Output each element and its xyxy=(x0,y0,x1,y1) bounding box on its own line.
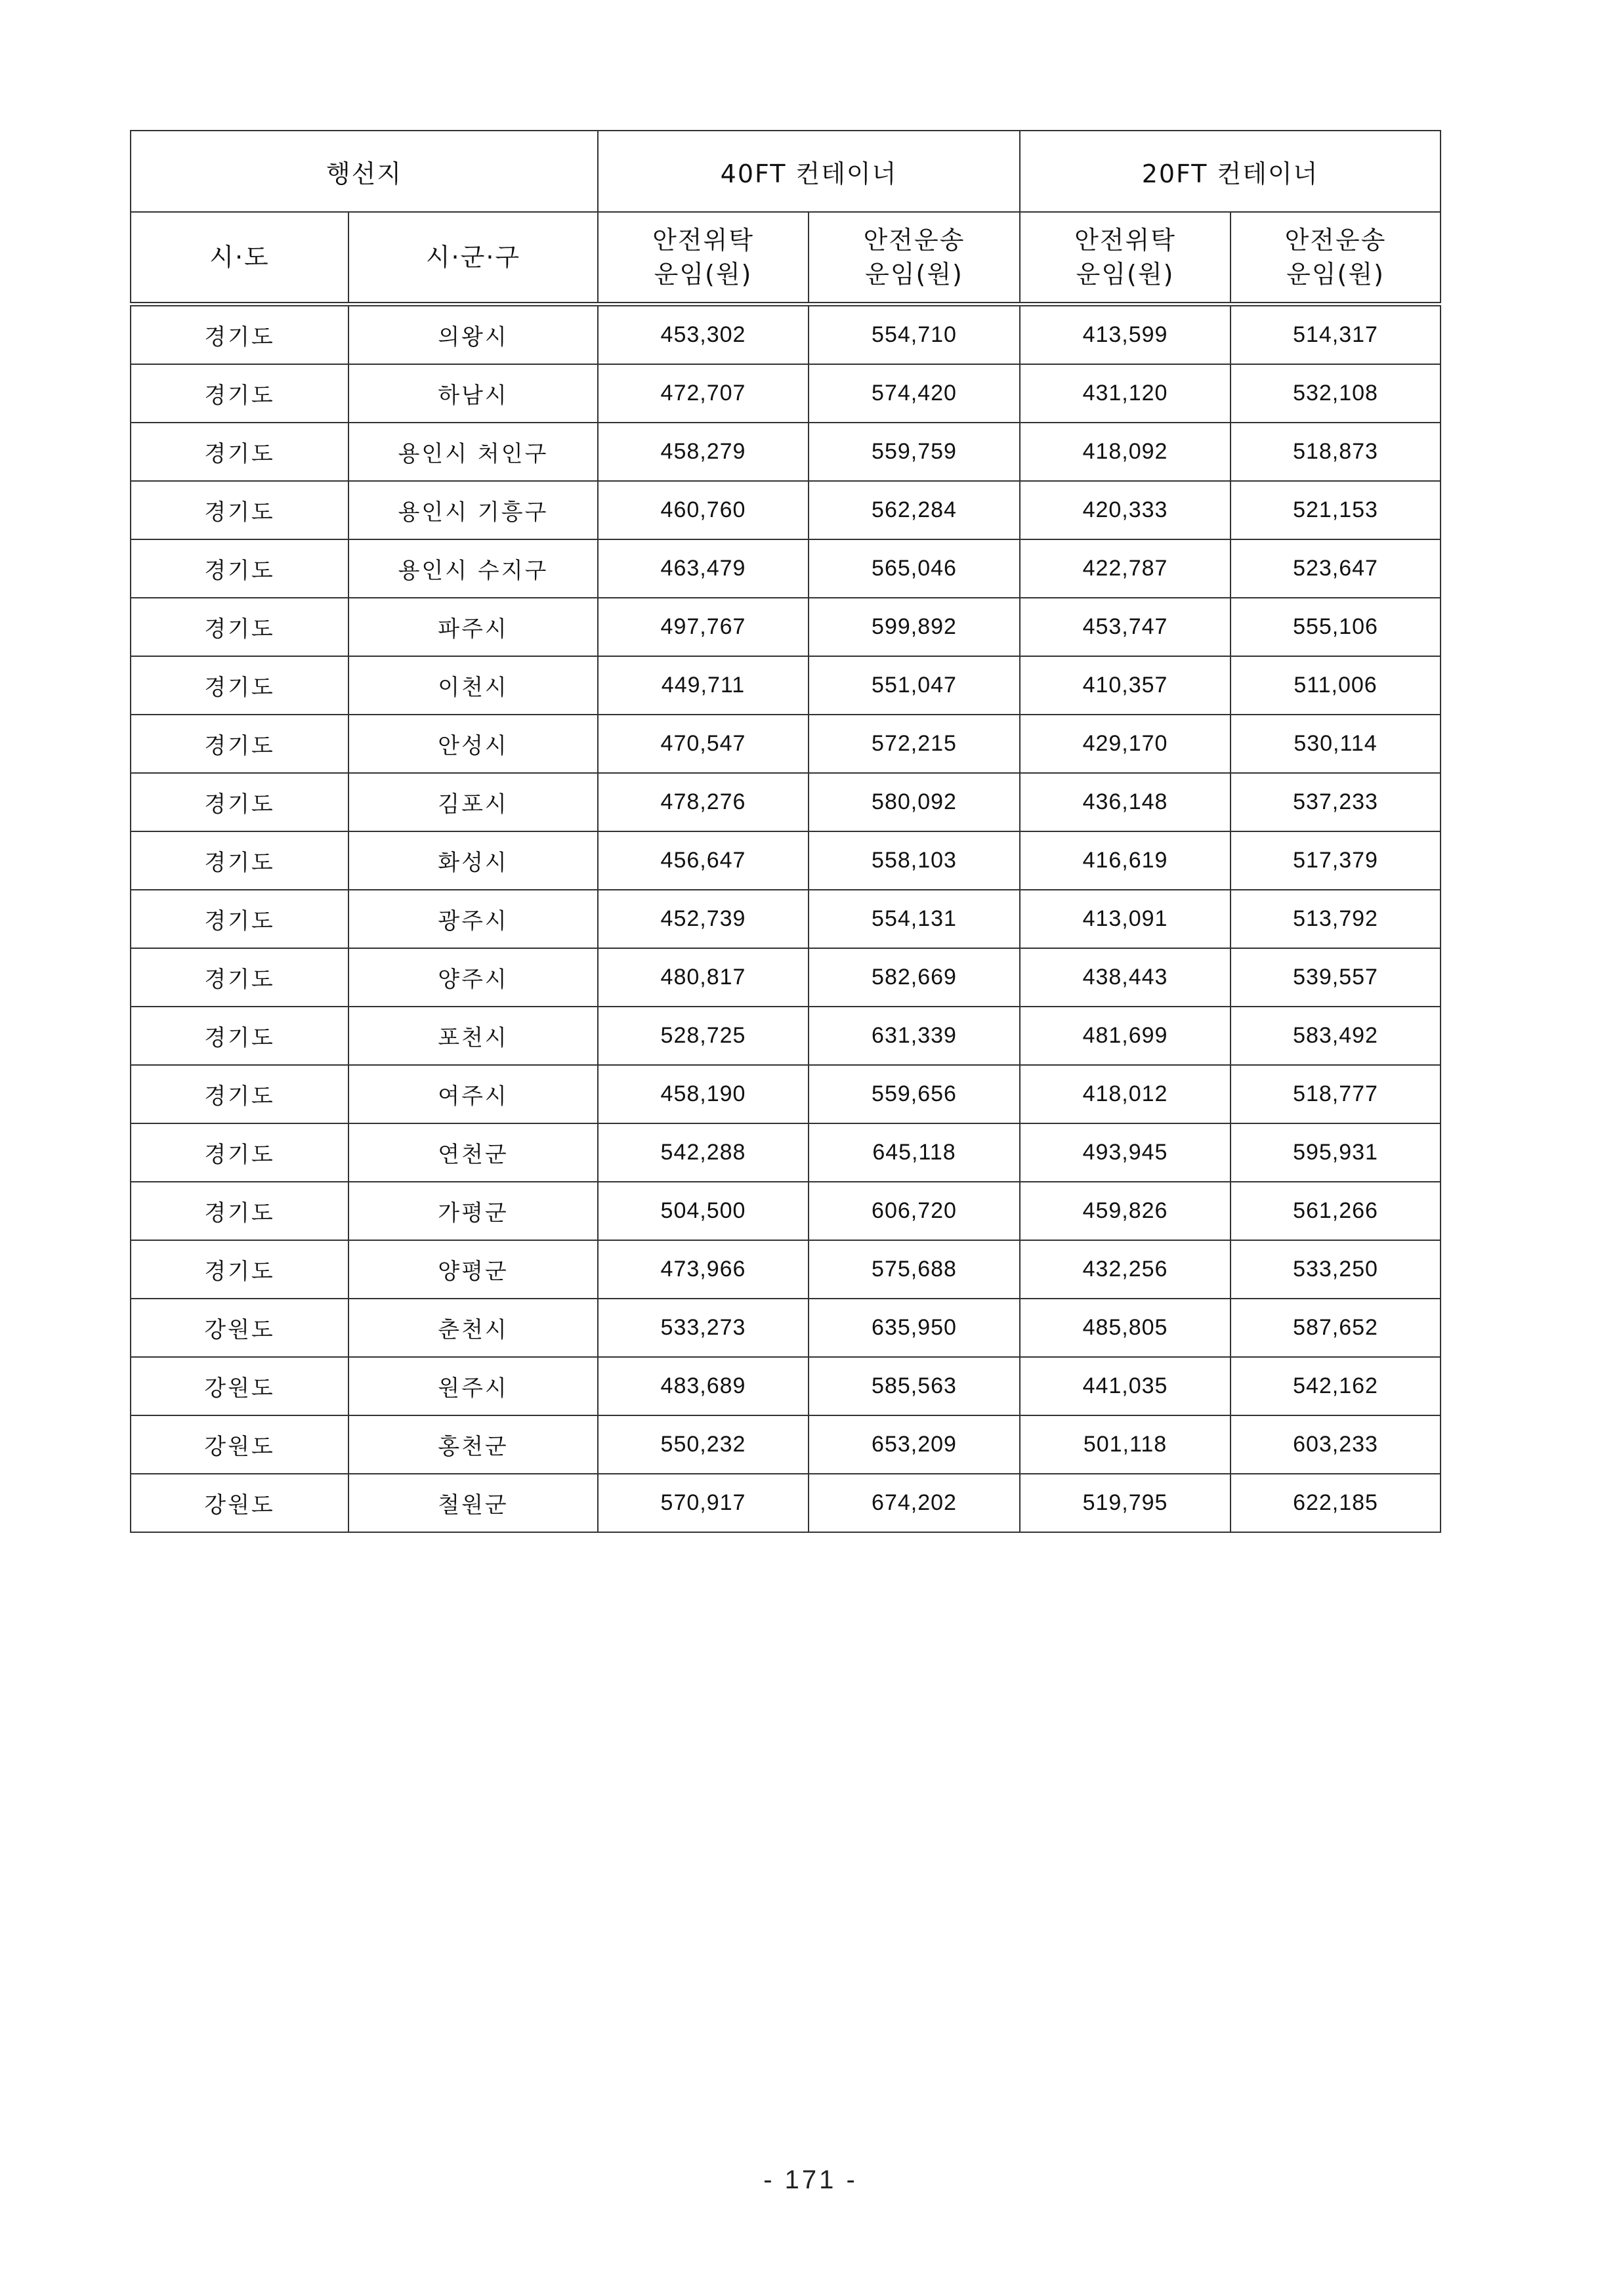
safe-consign-40-cell: 533,273 xyxy=(598,1299,809,1357)
header-line: 안전운송 xyxy=(863,226,965,255)
safe-consign-20-cell: 432,256 xyxy=(1020,1240,1231,1299)
province-cell: 강원도 xyxy=(131,1357,348,1415)
header-line: 운임(원) xyxy=(654,260,753,289)
safe-transport-40-cell: 558,103 xyxy=(809,831,1020,890)
safe-consign-20-cell: 413,599 xyxy=(1020,304,1231,365)
safe-consign-20-cell: 416,619 xyxy=(1020,831,1231,890)
container-20ft-header: 20FT 컨테이너 xyxy=(1020,131,1441,212)
table-row xyxy=(131,1007,1441,1065)
table-row xyxy=(131,1415,1441,1474)
province-cell: 경기도 xyxy=(131,304,348,365)
safe-consign-40-cell: 478,276 xyxy=(598,773,809,831)
table-row xyxy=(131,948,1441,1007)
safe-transport-40-cell: 575,688 xyxy=(809,1240,1020,1299)
province-cell: 경기도 xyxy=(131,1240,348,1299)
city-district-cell: 양주시 xyxy=(348,948,598,1007)
table-row xyxy=(131,539,1441,598)
province-cell: 경기도 xyxy=(131,364,348,423)
city-district-cell: 의왕시 xyxy=(348,304,598,365)
safe-transport-40-cell: 631,339 xyxy=(809,1007,1020,1065)
table-body xyxy=(131,304,1441,1533)
safe-transport-20-cell: 518,873 xyxy=(1231,423,1441,481)
header-line: 안전운송 xyxy=(1284,226,1387,255)
safe-consign-40-cell: 458,279 xyxy=(598,423,809,481)
destination-header: 행선지 xyxy=(131,131,598,212)
safe-transport-20-cell: 511,006 xyxy=(1231,656,1441,715)
safe-consign-40-cell: 473,966 xyxy=(598,1240,809,1299)
table-row xyxy=(131,304,1441,365)
table-row xyxy=(131,656,1441,715)
safe-consign-40-cell: 483,689 xyxy=(598,1357,809,1415)
safe-transport-20-cell: 530,114 xyxy=(1231,715,1441,773)
header-line: 안전위탁 xyxy=(1074,226,1176,255)
safe-consign-20-cell: 481,699 xyxy=(1020,1007,1231,1065)
header-row-groups xyxy=(131,131,1441,212)
container-40ft-header: 40FT 컨테이너 xyxy=(598,131,1020,212)
city-district-cell: 용인시 기흥구 xyxy=(348,481,598,539)
city-district-cell: 춘천시 xyxy=(348,1299,598,1357)
safe-consign-40-cell: 449,711 xyxy=(598,656,809,715)
safe-transport-40-header xyxy=(809,212,1020,304)
safe-transport-40-cell: 559,759 xyxy=(809,423,1020,481)
header-line: 운임(원) xyxy=(865,260,963,289)
safe-consign-20-cell: 501,118 xyxy=(1020,1415,1231,1474)
province-cell: 경기도 xyxy=(131,831,348,890)
city-district-cell: 철원군 xyxy=(348,1474,598,1532)
province-cell: 경기도 xyxy=(131,1065,348,1123)
safe-transport-40-cell: 582,669 xyxy=(809,948,1020,1007)
safe-consign-40-cell: 452,739 xyxy=(598,890,809,948)
city-district-cell: 이천시 xyxy=(348,656,598,715)
safe-transport-20-cell: 537,233 xyxy=(1231,773,1441,831)
safe-consign-40-cell: 504,500 xyxy=(598,1182,809,1240)
safe-transport-40-cell: 562,284 xyxy=(809,481,1020,539)
province-cell: 경기도 xyxy=(131,481,348,539)
safe-consign-40-cell: 456,647 xyxy=(598,831,809,890)
city-district-cell: 여주시 xyxy=(348,1065,598,1123)
safe-consign-40-cell: 497,767 xyxy=(598,598,809,656)
safe-transport-20-cell: 513,792 xyxy=(1231,890,1441,948)
province-cell: 강원도 xyxy=(131,1299,348,1357)
safe-transport-20-header xyxy=(1231,212,1441,304)
safe-transport-40-cell: 606,720 xyxy=(809,1182,1020,1240)
safe-transport-40-cell: 599,892 xyxy=(809,598,1020,656)
province-cell: 경기도 xyxy=(131,1123,348,1182)
header-line: 운임(원) xyxy=(1286,260,1385,289)
safe-transport-40-cell: 580,092 xyxy=(809,773,1020,831)
province-cell: 경기도 xyxy=(131,1182,348,1240)
safe-consign-20-cell: 485,805 xyxy=(1020,1299,1231,1357)
safe-consign-20-header xyxy=(1020,212,1231,304)
safe-consign-40-cell: 463,479 xyxy=(598,539,809,598)
city-district-cell: 홍천군 xyxy=(348,1415,598,1474)
province-cell: 경기도 xyxy=(131,598,348,656)
safe-transport-20-cell: 583,492 xyxy=(1231,1007,1441,1065)
safe-transport-20-cell: 555,106 xyxy=(1231,598,1441,656)
province-header: 시·도 xyxy=(131,212,348,304)
table-row xyxy=(131,598,1441,656)
header-line: 안전위탁 xyxy=(652,226,754,255)
safe-consign-20-cell: 436,148 xyxy=(1020,773,1231,831)
safe-transport-20-cell: 514,317 xyxy=(1231,304,1441,365)
safe-transport-40-cell: 554,131 xyxy=(809,890,1020,948)
safe-consign-20-cell: 418,012 xyxy=(1020,1065,1231,1123)
safe-transport-20-cell: 518,777 xyxy=(1231,1065,1441,1123)
safe-transport-40-cell: 635,950 xyxy=(809,1299,1020,1357)
safe-transport-40-cell: 574,420 xyxy=(809,364,1020,423)
province-cell: 경기도 xyxy=(131,890,348,948)
province-cell: 경기도 xyxy=(131,539,348,598)
safe-consign-40-cell: 453,302 xyxy=(598,304,809,365)
city-district-cell: 양평군 xyxy=(348,1240,598,1299)
safe-consign-40-cell: 458,190 xyxy=(598,1065,809,1123)
safe-transport-20-cell: 603,233 xyxy=(1231,1415,1441,1474)
safe-consign-40-cell: 460,760 xyxy=(598,481,809,539)
safe-consign-40-cell: 528,725 xyxy=(598,1007,809,1065)
safe-transport-40-cell: 565,046 xyxy=(809,539,1020,598)
safe-transport-20-cell: 587,652 xyxy=(1231,1299,1441,1357)
safe-consign-40-cell: 480,817 xyxy=(598,948,809,1007)
city-district-cell: 용인시 수지구 xyxy=(348,539,598,598)
safe-transport-40-cell: 653,209 xyxy=(809,1415,1020,1474)
city-district-cell: 파주시 xyxy=(348,598,598,656)
safe-consign-40-header xyxy=(598,212,809,304)
safe-consign-20-cell: 410,357 xyxy=(1020,656,1231,715)
city-district-cell: 연천군 xyxy=(348,1123,598,1182)
page-number: - 171 - xyxy=(763,2165,858,2194)
city-district-cell: 포천시 xyxy=(348,1007,598,1065)
city-district-cell: 용인시 처인구 xyxy=(348,423,598,481)
safe-consign-20-cell: 493,945 xyxy=(1020,1123,1231,1182)
safe-consign-20-cell: 441,035 xyxy=(1020,1357,1231,1415)
city-district-cell: 원주시 xyxy=(348,1357,598,1415)
safe-transport-20-cell: 533,250 xyxy=(1231,1240,1441,1299)
safe-consign-40-cell: 472,707 xyxy=(598,364,809,423)
safe-consign-20-cell: 422,787 xyxy=(1020,539,1231,598)
safe-transport-40-cell: 645,118 xyxy=(809,1123,1020,1182)
table-row xyxy=(131,1065,1441,1123)
table-row xyxy=(131,1182,1441,1240)
city-district-cell: 하남시 xyxy=(348,364,598,423)
safe-consign-20-cell: 413,091 xyxy=(1020,890,1231,948)
table-row xyxy=(131,1299,1441,1357)
safe-transport-40-cell: 551,047 xyxy=(809,656,1020,715)
safe-transport-20-cell: 622,185 xyxy=(1231,1474,1441,1532)
safe-consign-20-cell: 429,170 xyxy=(1020,715,1231,773)
province-cell: 경기도 xyxy=(131,656,348,715)
city-district-cell: 광주시 xyxy=(348,890,598,948)
table-row xyxy=(131,1474,1441,1532)
city-district-cell: 화성시 xyxy=(348,831,598,890)
safe-consign-20-cell: 519,795 xyxy=(1020,1474,1231,1532)
table-row xyxy=(131,1357,1441,1415)
province-cell: 경기도 xyxy=(131,773,348,831)
province-cell: 경기도 xyxy=(131,1007,348,1065)
safe-transport-20-cell: 521,153 xyxy=(1231,481,1441,539)
safe-consign-40-cell: 470,547 xyxy=(598,715,809,773)
table-row xyxy=(131,715,1441,773)
header-line: 운임(원) xyxy=(1076,260,1175,289)
table-row xyxy=(131,364,1441,423)
safe-transport-40-cell: 554,710 xyxy=(809,304,1020,365)
table-row xyxy=(131,890,1441,948)
safe-consign-20-cell: 438,443 xyxy=(1020,948,1231,1007)
safe-consign-20-cell: 431,120 xyxy=(1020,364,1231,423)
safe-consign-20-cell: 420,333 xyxy=(1020,481,1231,539)
city-district-cell: 가평군 xyxy=(348,1182,598,1240)
freight-rate-table xyxy=(130,130,1441,1533)
safe-transport-20-cell: 517,379 xyxy=(1231,831,1441,890)
province-cell: 경기도 xyxy=(131,423,348,481)
safe-consign-20-cell: 453,747 xyxy=(1020,598,1231,656)
table-row xyxy=(131,1123,1441,1182)
province-cell: 경기도 xyxy=(131,948,348,1007)
safe-transport-20-cell: 539,557 xyxy=(1231,948,1441,1007)
table-header xyxy=(131,131,1441,304)
safe-transport-40-cell: 674,202 xyxy=(809,1474,1020,1532)
province-cell: 경기도 xyxy=(131,715,348,773)
safe-transport-20-cell: 595,931 xyxy=(1231,1123,1441,1182)
safe-transport-40-cell: 559,656 xyxy=(809,1065,1020,1123)
safe-transport-20-cell: 523,647 xyxy=(1231,539,1441,598)
safe-transport-20-cell: 561,266 xyxy=(1231,1182,1441,1240)
city-district-cell: 안성시 xyxy=(348,715,598,773)
city-district-header: 시·군·구 xyxy=(348,212,598,304)
table-row xyxy=(131,1240,1441,1299)
table-row xyxy=(131,773,1441,831)
table-row xyxy=(131,481,1441,539)
province-cell: 강원도 xyxy=(131,1474,348,1532)
table-row xyxy=(131,423,1441,481)
header-row-columns xyxy=(131,212,1441,304)
safe-consign-40-cell: 542,288 xyxy=(598,1123,809,1182)
safe-transport-20-cell: 542,162 xyxy=(1231,1357,1441,1415)
safe-transport-20-cell: 532,108 xyxy=(1231,364,1441,423)
safe-transport-40-cell: 585,563 xyxy=(809,1357,1020,1415)
safe-consign-40-cell: 570,917 xyxy=(598,1474,809,1532)
safe-consign-20-cell: 459,826 xyxy=(1020,1182,1231,1240)
province-cell: 강원도 xyxy=(131,1415,348,1474)
safe-consign-20-cell: 418,092 xyxy=(1020,423,1231,481)
table-row xyxy=(131,831,1441,890)
safe-consign-40-cell: 550,232 xyxy=(598,1415,809,1474)
safe-transport-40-cell: 572,215 xyxy=(809,715,1020,773)
city-district-cell: 김포시 xyxy=(348,773,598,831)
